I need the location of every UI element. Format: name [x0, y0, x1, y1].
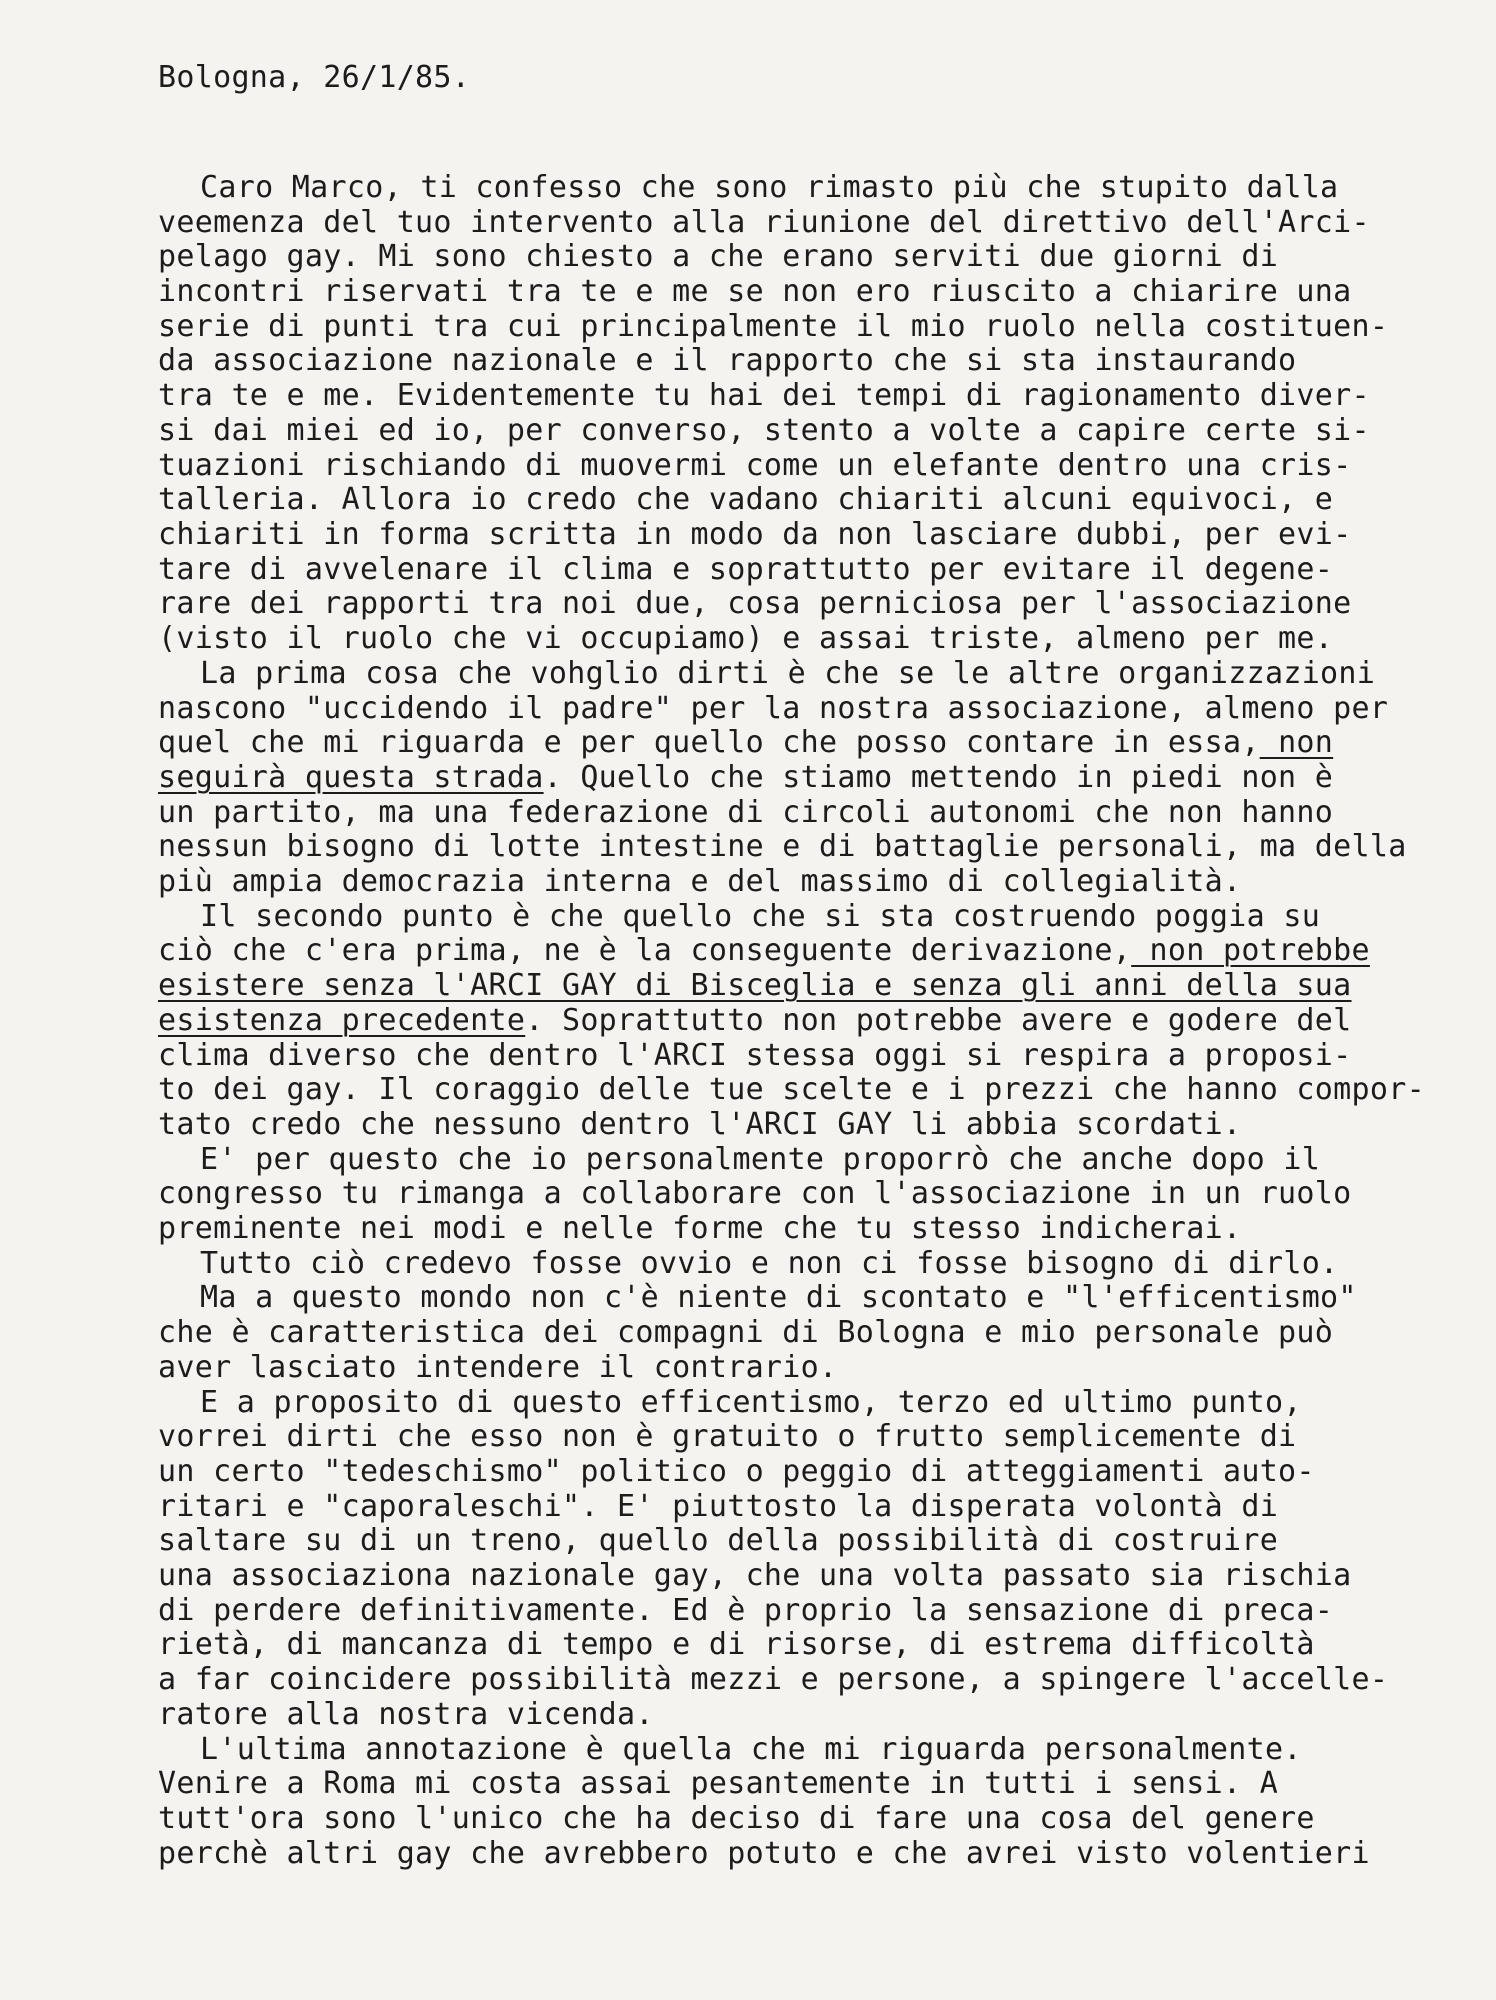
body-line [158, 1072, 1425, 1108]
body-line [158, 691, 1388, 727]
line-text: Tutto ciò credevo fosse ovvio e non ci fosse bisogno di dirlo. [200, 1246, 1339, 1281]
body-line [200, 1142, 1320, 1178]
body-line [158, 1454, 1315, 1490]
line-text: di perdere definitivamente. Ed è proprio la sensazione di preca- [158, 1593, 1334, 1628]
body-line [158, 1211, 1241, 1247]
body-line [158, 1697, 654, 1733]
line-text: ciò che c'era prima, ne è la conseguente derivazione, [158, 933, 1132, 968]
underlined-text: esistere senza l'ARCI GAY di Bisceglia e senza gli anni della sua [158, 968, 1352, 1003]
body-line [200, 1385, 1302, 1421]
line-text: talleria. Allora io credo che vadano chiariti alcuni equivoci, e [158, 482, 1334, 517]
line-text: to dei gay. Il coraggio delle tue scelte e i prezzi che hanno compor- [158, 1072, 1425, 1107]
line-text: L'ultima annotazione è quella che mi riguarda personalmente. [200, 1732, 1302, 1767]
line-text: preminente nei modi e nelle forme che tu stesso indicherai. [158, 1211, 1242, 1246]
line-text: tra te e me. Evidentemente tu hai dei tempi di ragionamento diver- [158, 378, 1370, 413]
body-line [158, 864, 1241, 900]
line-text: ratore alla nostra vicenda. [158, 1697, 654, 1732]
body-line [200, 170, 1338, 206]
line-text: perchè altri gay che avrebbero potuto e che avrei visto volentieri [158, 1836, 1370, 1871]
place-date: Bologna, 26/1/85. [158, 60, 471, 95]
line-text: E' per questo che io personalmente proporrò che anche dopo il [200, 1142, 1321, 1177]
line-text: si dai miei ed io, per converso, stento a volte a capire certe si- [158, 413, 1370, 448]
body-line [158, 413, 1370, 449]
body-line [158, 378, 1370, 414]
body-line [158, 760, 1333, 796]
body-line [158, 725, 1333, 761]
underlined-text: esistenza precedente [158, 1003, 526, 1038]
line-text: ritari e "caporaleschi". E' piuttosto la disperata volontà di [158, 1489, 1279, 1524]
body-line [158, 1038, 1352, 1074]
body-line [200, 1246, 1338, 1282]
line-text: vorrei dirti che esso non è gratuito o frutto semplicemente di [158, 1419, 1297, 1454]
line-text: a far coincidere possibilità mezzi e persone, a spingere l'accelle- [158, 1662, 1389, 1697]
underlined-text: seguirà questa strada [158, 760, 544, 795]
line-text: pelago gay. Mi sono chiesto a che erano serviti due giorni di [158, 239, 1279, 274]
body-line [158, 343, 1296, 379]
body-line [158, 1107, 1241, 1143]
line-text: (visto il ruolo che vi occupiamo) e assai triste, almeno per me. [158, 621, 1334, 656]
line-text: Caro Marco, ti confesso che sono rimasto più che stupito dalla [200, 170, 1339, 205]
body-line [158, 1489, 1278, 1525]
line-text: La prima cosa che vohglio dirti è che se le altre organizzazioni [200, 656, 1376, 691]
body-line [158, 1003, 1352, 1039]
line-text: nascono "uccidendo il padre" per la nostra associazione, almeno per [158, 691, 1389, 726]
body-line [158, 482, 1333, 518]
line-text: da associazione nazionale e il rapporto che si sta instaurando [158, 343, 1297, 378]
body-line [158, 795, 1333, 831]
line-text: che è caratteristica dei compagni di Bologna e mio personale può [158, 1315, 1334, 1350]
body-line [158, 1627, 1315, 1663]
body-line [158, 968, 1352, 1004]
line-text: aver lasciato intendere il contrario. [158, 1350, 838, 1385]
line-text: congresso tu rimanga a collaborare con l'associazione in un ruolo [158, 1176, 1352, 1211]
line-text: veemenza del tuo intervento alla riunione del direttivo dell'Arci- [158, 205, 1370, 240]
body-line [158, 1593, 1333, 1629]
body-line [158, 1801, 1315, 1837]
line-text: tuazioni rischiando di muovermi come un elefante dentro una cris- [158, 448, 1352, 483]
body-line [158, 309, 1388, 345]
body-line [158, 1176, 1352, 1212]
body-line [158, 448, 1352, 484]
line-text: rietà, di mancanza di tempo e di risorse, di estrema difficoltà [158, 1627, 1315, 1662]
line-text: tato credo che nessuno dentro l'ARCI GAY li abbia scordati. [158, 1107, 1242, 1142]
body-line [158, 1350, 837, 1386]
line-text: un partito, ma una federazione di circoli autonomi che non hanno [158, 795, 1334, 830]
body-line [158, 621, 1333, 657]
line-text: Ma a questo mondo non c'è niente di scontato e "l'efficentismo" [200, 1280, 1357, 1315]
line-text: tutt'ora sono l'unico che ha deciso di fare una cosa del genere [158, 1801, 1315, 1836]
body-line [158, 205, 1370, 241]
line-text: un certo "tedeschismo" politico o peggio di atteggiamenti auto- [158, 1454, 1315, 1489]
body-line [200, 1732, 1302, 1768]
body-line [158, 239, 1278, 275]
line-text: rare dei rapporti tra noi due, cosa perniciosa per l'associazione [158, 586, 1352, 621]
body-line [200, 656, 1375, 692]
body-line [158, 1662, 1388, 1698]
body-line [158, 1523, 1278, 1559]
line-text: E a proposito di questo efficentismo, terzo ed ultimo punto, [200, 1385, 1302, 1420]
body-line [200, 899, 1320, 935]
body-line [158, 517, 1352, 553]
body-line [158, 1766, 1278, 1802]
line-text: quel che mi riguarda e per quello che posso contare in essa, [158, 725, 1260, 760]
body-line [158, 586, 1352, 622]
line-text: chiariti in forma scritta in modo da non lasciare dubbi, per evi- [158, 517, 1352, 552]
line-text: nessun bisogno di lotte intestine e di battaglie personali, ma della [158, 829, 1407, 864]
line-text: più ampia democrazia interna e del massimo di collegialità. [158, 864, 1242, 899]
line-text: clima diverso che dentro l'ARCI stessa oggi si respira a proposi- [158, 1038, 1352, 1073]
line-text: incontri riservati tra te e me se non ero riuscito a chiarire una [158, 274, 1352, 309]
body-line [158, 933, 1370, 969]
body-line [158, 1315, 1333, 1351]
body-line [158, 829, 1407, 865]
line-text: una associaziona nazionale gay, che una volta passato sia rischia [158, 1558, 1352, 1593]
line-text-after: . Soprattutto non potrebbe avere e godere del [525, 1003, 1352, 1038]
line-text: Venire a Roma mi costa assai pesantemente in tutti i sensi. A [158, 1766, 1279, 1801]
line-text: serie di punti tra cui principalmente il mio ruolo nella costituen- [158, 309, 1389, 344]
line-text: Il secondo punto è che quello che si sta costruendo poggia su [200, 899, 1321, 934]
underlined-text: non potrebbe [1131, 933, 1370, 968]
line-text: saltare su di un treno, quello della possibilità di costruire [158, 1523, 1279, 1558]
body-line [158, 1836, 1370, 1872]
line-text: tare di avvelenare il clima e soprattutto per evitare il degene- [158, 552, 1334, 587]
body-line [158, 1558, 1352, 1594]
underlined-text: non [1259, 725, 1334, 760]
body-line [158, 274, 1352, 310]
line-text-after: . Quello che stiamo mettendo in piedi non è [543, 760, 1334, 795]
body-line [158, 1419, 1296, 1455]
body-line [200, 1280, 1357, 1316]
body-line [158, 552, 1333, 588]
